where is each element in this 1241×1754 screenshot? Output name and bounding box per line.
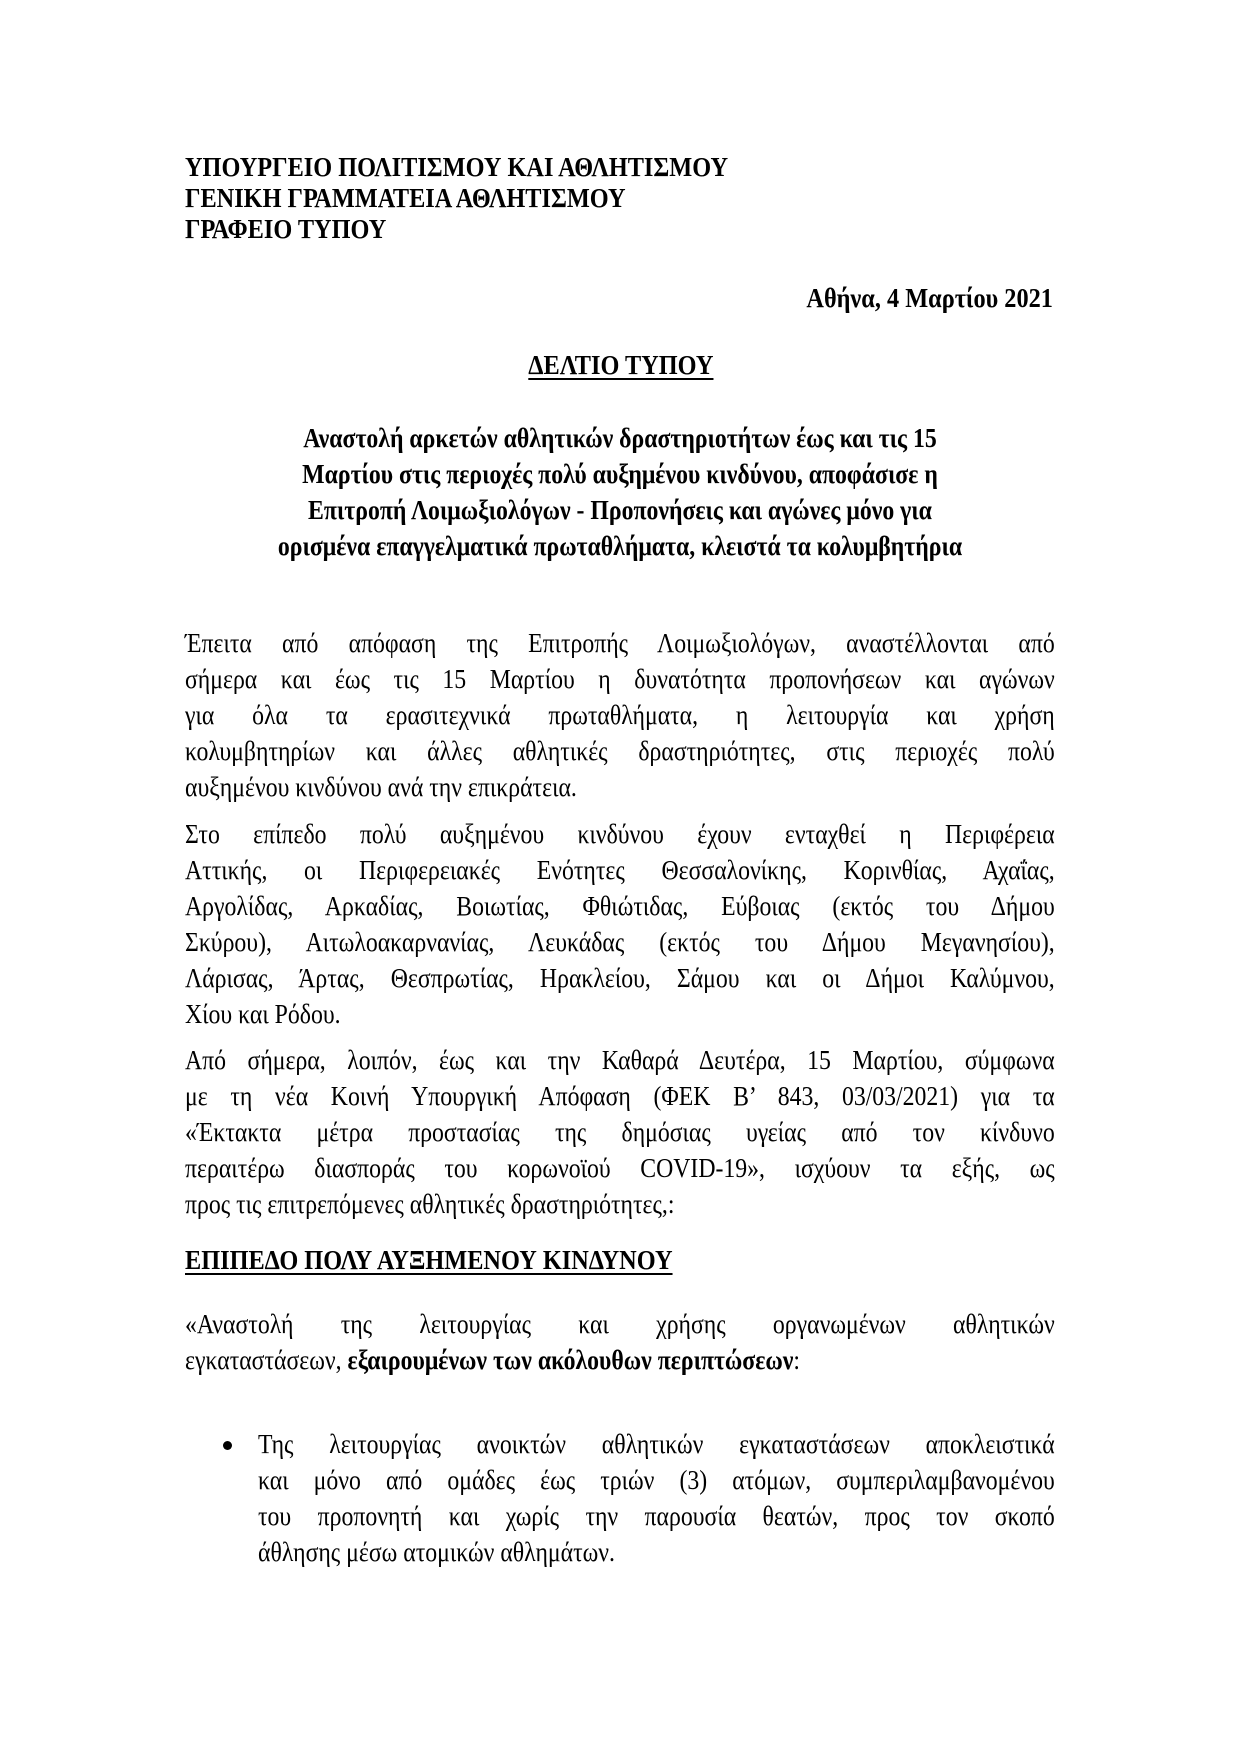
headline-line: Αναστολή αρκετών αθλητικών δραστηριοτήτων έως και τις 15	[303, 423, 937, 453]
paragraph-line: σήμερα και έως τις 15 Μαρτίου η δυνατότητα προπονήσεων και αγώνων	[185, 664, 1055, 694]
paragraph-line: για όλα τα ερασιτεχνικά πρωταθλήματα, η λειτουργία και χρήση	[185, 700, 1055, 730]
bullet-line: του προπονητή και χωρίς την παρουσία θεατών, προς τον σκοπό	[258, 1501, 1055, 1531]
paragraph-line: περαιτέρω διασποράς του κορωνοϊού COVID-19», ισχύουν τα εξής, ως	[185, 1153, 1055, 1183]
intro-colon: :	[793, 1345, 800, 1375]
paragraph-line: Χίου και Ρόδου.	[185, 999, 341, 1029]
paragraph-2	[185, 816, 1055, 1032]
headline-line: Μαρτίου στις περιοχές πολύ αυξημένου κινδύνου, αποφάσισε η	[302, 459, 938, 489]
press-release-title: ΔΕΛΤΙΟ ΤΥΠΟΥ	[527, 350, 714, 380]
paragraph-line: κολυμβητηρίων και άλλες αθλητικές δραστηριότητες, στις περιοχές πολύ	[185, 736, 1055, 766]
headline-line: ορισμένα επαγγελματικά πρωταθλήματα, κλειστά τα κολυμβητήρια	[277, 531, 963, 561]
paragraph-line: με τη νέα Κοινή Υπουργική Απόφαση (ΦΕΚ Β’ 843, 03/03/2021) για τα	[185, 1081, 1055, 1111]
section-intro	[185, 1306, 1055, 1378]
paragraph-line: Από σήμερα, λοιπόν, έως και την Καθαρά Δευτέρα, 15 Μαρτίου, σύμφωνα	[185, 1045, 1055, 1075]
document-title	[0, 350, 1241, 381]
ministry-name: ΥΠΟΥΡΓΕΙΟ ΠΟΛΙΤΙΣΜΟΥ ΚΑΙ ΑΘΛΗΤΙΣΜΟΥ	[185, 152, 729, 182]
paragraph-line: Λάρισας, Άρτας, Θεσπρωτίας, Ηρακλείου, Σάμου και οι Δήμοι Καλύμνου,	[185, 963, 1055, 993]
paragraph-1	[185, 625, 1055, 805]
paragraph-line: Έπειτα από απόφαση της Επιτροπής Λοιμωξιολόγων, αναστέλλονται από	[185, 628, 1055, 658]
bullet-line: Της λειτουργίας ανοικτών αθλητικών εγκαταστάσεων αποκλειστικά	[258, 1429, 1055, 1459]
bullet-icon	[223, 1441, 232, 1450]
intro-bold-text: εξαιρουμένων των ακόλουθων περιπτώσεων	[347, 1345, 794, 1375]
paragraph-line: «Έκτακτα μέτρα προστασίας της δημόσιας υγείας από τον κίνδυνο	[185, 1117, 1055, 1147]
paragraph-line: αυξημένου κινδύνου ανά την επικράτεια.	[185, 772, 577, 802]
bullet-line: άθλησης μέσω ατομικών αθλημάτων.	[258, 1537, 615, 1567]
paragraph-line	[185, 1342, 1055, 1378]
intro-regular-text: εγκαταστάσεων,	[185, 1345, 348, 1375]
bullet-text	[258, 1426, 1055, 1570]
paragraph-3	[185, 1042, 1055, 1222]
headline	[185, 420, 1055, 564]
paragraph-line: «Αναστολή της λειτουργίας και χρήσης οργανωμένων αθλητικών	[185, 1309, 1055, 1339]
document-date: Αθήνα, 4 Μαρτίου 2021	[806, 283, 1053, 313]
ministry-header	[185, 152, 728, 245]
section-heading	[185, 1245, 673, 1276]
risk-level-heading: ΕΠΙΠΕΔΟ ΠΟΛΥ ΑΥΞΗΜΕΝΟΥ ΚΙΝΔΥΝΟΥ	[185, 1245, 673, 1275]
press-office: ΓΡΑΦΕΙΟ ΤΥΠΟΥ	[185, 214, 387, 244]
general-secretariat: ΓΕΝΙΚΗ ΓΡΑΜΜΑΤΕΙΑ ΑΘΛΗΤΙΣΜΟΥ	[185, 183, 626, 213]
paragraph-line: Αττικής, οι Περιφερειακές Ενότητες Θεσσαλονίκης, Κορινθίας, Αχαΐας,	[185, 855, 1055, 885]
bullet-line: και μόνο από ομάδες έως τριών (3) ατόμων, συμπεριλαμβανομένου	[258, 1465, 1055, 1495]
headline-line: Επιτροπή Λοιμωξιολόγων - Προπονήσεις και αγώνες μόνο για	[308, 495, 932, 525]
paragraph-line: Στο επίπεδο πολύ αυξημένου κινδύνου έχουν ενταχθεί η Περιφέρεια	[185, 819, 1055, 849]
paragraph-line: προς τις επιτρεπόμενες αθλητικές δραστηριότητες,:	[185, 1189, 675, 1219]
paragraph-line: Αργολίδας, Αρκαδίας, Βοιωτίας, Φθιώτιδας, Εύβοιας (εκτός του Δήμου	[185, 891, 1055, 921]
paragraph-line: Σκύρου), Αιτωλοακαρνανίας, Λευκάδας (εκτός του Δήμου Μεγανησίου),	[185, 927, 1055, 957]
